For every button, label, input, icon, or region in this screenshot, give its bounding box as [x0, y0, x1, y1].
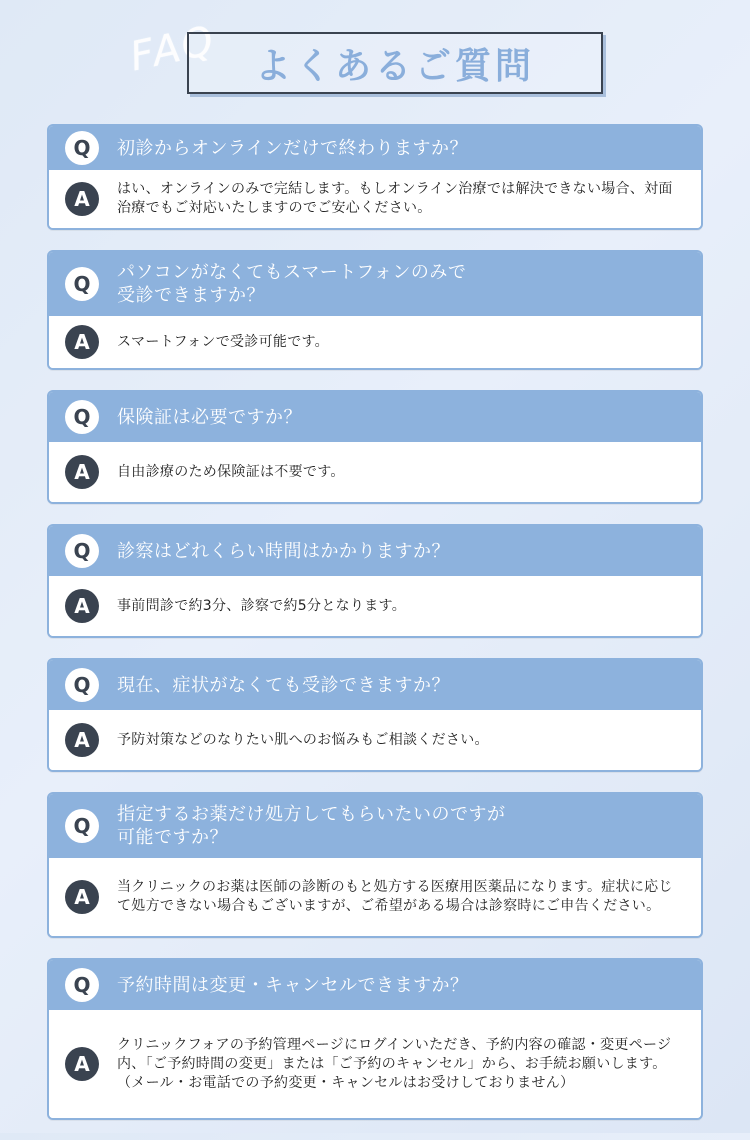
faq-item	[47, 524, 703, 638]
faq-question-line: 指定するお薬だけ処方してもらいたいのですが	[117, 804, 506, 825]
question-badge: Q	[65, 968, 99, 1002]
faq-question-text: 現在、症状がなくても受診できますか？	[117, 674, 450, 696]
faq-item	[47, 124, 703, 230]
faq-question-row[interactable]	[49, 252, 701, 316]
faq-question-row[interactable]	[49, 126, 701, 170]
question-badge: Q	[65, 668, 99, 702]
answer-badge: A	[65, 880, 99, 914]
faq-question-text	[117, 803, 506, 849]
title-frame	[187, 32, 603, 94]
answer-badge: A	[65, 1047, 99, 1081]
faq-answer-row	[49, 710, 701, 770]
faq-answer-text: 事前問診で約3分、診察で約5分となります。	[117, 597, 406, 614]
faq-script-label: FAQ	[126, 17, 220, 81]
faq-list	[47, 124, 703, 1140]
answer-badge: A	[65, 589, 99, 623]
faq-answer-row	[49, 576, 701, 636]
faq-item	[47, 390, 703, 504]
faq-item	[47, 250, 703, 370]
faq-answer-row	[49, 316, 701, 368]
faq-question-text: 診察はどれくらい時間はかかりますか？	[117, 540, 450, 562]
faq-answer-text: スマートフォンで受診可能です。	[117, 333, 329, 350]
page-title: よくあるご質問	[254, 45, 535, 87]
answer-badge: A	[65, 182, 99, 216]
faq-question-text: 保険証は必要ですか？	[117, 406, 302, 428]
faq-question-row[interactable]	[49, 960, 701, 1010]
faq-question-row[interactable]	[49, 794, 701, 858]
faq-question-text: 初診からオンラインだけで終わりますか？	[117, 137, 468, 159]
faq-answer-row	[49, 858, 701, 936]
question-badge: Q	[65, 534, 99, 568]
faq-question-text: 予約時間は変更・キャンセルできますか？	[117, 974, 469, 996]
faq-answer-row	[49, 1010, 701, 1118]
faq-question-row[interactable]	[49, 526, 701, 576]
faq-answer-row	[49, 442, 701, 502]
faq-answer-text: 自由診療のため保険証は不要です。	[117, 463, 345, 480]
faq-answer-text: 予防対策などのなりたい肌へのお悩みもご相談ください。	[117, 731, 489, 748]
question-badge: Q	[65, 400, 99, 434]
answer-badge: A	[65, 723, 99, 757]
faq-item	[47, 958, 703, 1120]
faq-question-row[interactable]	[49, 392, 701, 442]
faq-question-text	[117, 261, 466, 307]
faq-question-line: 可能ですか？	[117, 827, 228, 848]
answer-badge: A	[65, 325, 99, 359]
page-header	[0, 0, 750, 110]
faq-item	[47, 792, 703, 938]
faq-answer-text: 当クリニックのお薬は医師の診断のもと処方する医療用医薬品になります。症状に応じて処方できない場合もございますが、ご希望がある場合は診察時にご申告ください。	[117, 879, 673, 914]
faq-question-line: パソコンがなくてもスマートフォンのみで	[117, 262, 467, 283]
question-badge: Q	[65, 809, 99, 843]
question-badge: Q	[65, 267, 99, 301]
faq-answer-text: はい、オンラインのみで完結します。もしオンライン治療では解決できない場合、対面治療でもご対応いたしますのでご安心ください。	[117, 181, 673, 216]
faq-question-line: 受診できますか？	[117, 285, 265, 306]
faq-answer-row	[49, 170, 701, 228]
question-badge: Q	[65, 131, 99, 165]
answer-badge: A	[65, 455, 99, 489]
faq-item	[47, 658, 703, 772]
faq-question-row[interactable]	[49, 660, 701, 710]
faq-answer-text: クリニックフォアの予約管理ページにログインいただき、予約内容の確認・変更ページ内、「ご予約時間の変更」または「ご予約のキャンセル」から、お手続お願いします。（メール・お電話での予約変更・キャンセルはお受けしておりません）	[117, 1036, 672, 1091]
